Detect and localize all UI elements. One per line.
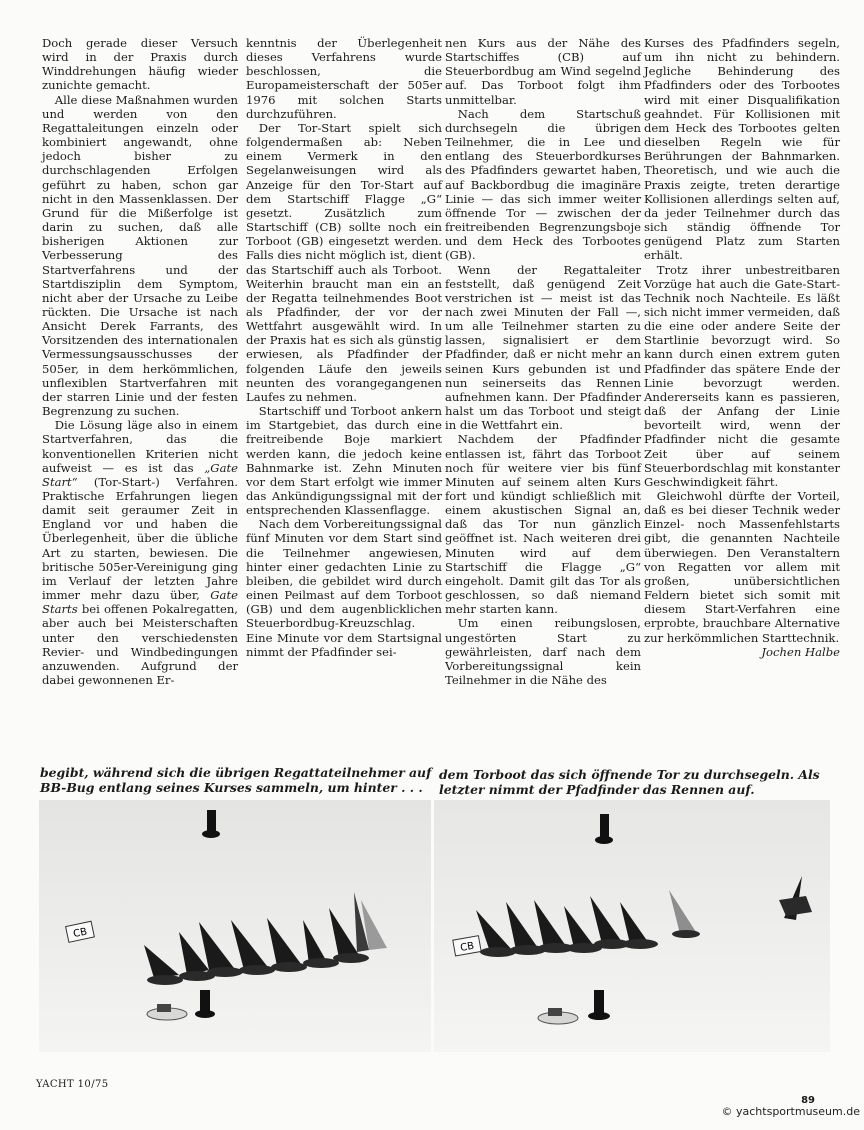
article-column-4 <box>644 36 840 659</box>
label-text: CB <box>459 940 476 954</box>
paragraph: Alle diese Maßnahmen wurden und werden von den Regattaleitungen einzeln oder kombiniert angewandt, ohne jedoch bisher zu durchschlagenden Erfolgen geführt zu haben, schon gar nicht in den Massenklassen. Der Grund für die Mißerfolge ist darin zu suchen, daß alle bisherigen Aktionen zur Verbesserung des Startverfahrens und der Startdisziplin dem Symptom, nicht aber der Ursache zu Leibe rückten. Die Ursache ist nach Ansicht Derek Farrants, des Vorsitzenden des internationalen Vermessungsausschusses der 505er, in dem herkömmlichen, unflexiblen Startverfahren mit der starren Linie und der festen Begrenzung zu suchen. <box>42 92 238 419</box>
emphasis: Gate Starts <box>42 588 238 617</box>
photo-regatta-model-right <box>434 800 830 1052</box>
paragraph: Kurses des Pfadfinders segeln, um ihn nicht zu behindern. Jegliche Behinderung des Pfadfinders oder des Torbootes wird mit einer Disqualifikation geahndet. Für Kollisionen mit dem Heck des Torbootes gelten dieselben Regeln wie für Berührungen der Bahnmarken. Theoretisch, und wie auch die Praxis zeigte, treten derartige Kollisionen allerdings selten auf, da jeder Teilnehmer durch das sich ständig öffnende Tor genügend Platz zum Starten erhält. <box>644 36 840 263</box>
magazine-issue: YACHT 10/75 <box>36 1079 109 1090</box>
paragraph: Nachdem der Pfadfinder entlassen ist, fährt das Torboot noch für weitere vier bis fünf Minuten auf seinem alten Kurs fort und kündigt schließlich mit einem akustischen Signal an, daß das Tor nun gänzlich geöffnet ist. Nach weiteren drei Minuten wird auf dem Startschiff die Flagge „G“ eingeholt. Damit gilt das Tor als geschlossen, so daß niemand mehr starten kann. <box>445 432 641 617</box>
paragraph: Um einen reibungslosen, ungestörten Start zu gewährleisten, darf nach dem Vorbereitungssignal kein Teilnehmer in die Nähe des <box>445 616 641 688</box>
watermark: © yachtsportmuseum.de <box>721 1105 860 1118</box>
regatta-model-illustration <box>434 800 830 1052</box>
paragraph: Der Tor-Start spielt sich folgendermaßen ab: Neben einem Vermerk in den Segelanweisungen wird als Anzeige für den Tor-Start auf dem Startschiff Flagge „G“ gesetzt. Zusätzlich zum Startschiff (CB) sollte noch ein Torboot (GB) eingesetzt werden. Falls dies nicht möglich ist, dient das Startschiff auch als Torboot. Weiterhin braucht man ein an der Regatta teilnehmendes Boot als Pfadfinder, der vor der Wettfahrt ausgewählt wird. In der Praxis hat es sich als günstig erwiesen, als Pfadfinder der folgenden Läufe den jeweils neunten des vorangegangenen Laufes zu nehmen. <box>246 120 442 404</box>
paragraph: Nach dem Startschuß durchsegeln die übrigen Teilnehmer, die in Lee und entlang des Steuerbordkurses des Pfadfinders gewartet haben, auf Backbordbug die imaginäre Linie — das sich immer weiter öffnende Tor — zwischen der freitreibenden Begrenzungsboje und dem Heck des Torbootes (GB). <box>445 106 641 263</box>
paragraph: Doch gerade dieser Versuch wird in der Praxis durch Winddrehungen häufig wieder zunichte gemacht. <box>42 36 238 93</box>
text-run: (Tor-Start-) Verfahren. Praktische Erfahrungen liegen damit seit geraumer Zeit in England vor und haben die Überlegenheit, über die übliche Art zu starten, bewiesen. Die britische 505er-Vereinigung ging im Verlauf der letzten Jahre immer mehr dazu über, <box>42 474 238 603</box>
label-text: CB <box>72 926 89 941</box>
author-signature: Jochen Halbe <box>761 644 840 659</box>
paragraph <box>42 418 238 687</box>
photo-regatta-model-left <box>39 800 431 1052</box>
paragraph: Trotz ihrer unbestreitbaren Vorzüge hat auch die Gate-Start-Technik noch Nachteile. Es läßt sich nicht immer vermeiden, daß die eine oder andere Seite der Startlinie bevorzugt wird. So kann durch einen extrem guten Pfadfinder das spätere Ende der Linie bevorzugt werden. Andererseits kann es passieren, daß der Anfang der Linie bevorteilt wird, wenn der Pfadfinder nicht die gesamte Zeit über auf seinem Steuerbordschlag mit konstanter Geschwindigkeit fährt. <box>644 262 840 489</box>
text-run: bei offenen Pokalregatten, aber auch bei Meisterschaften unter den verschiedensten Revier- und Windbedingungen anzuwenden. Aufgrund der dabei gewonnenen Er- <box>42 602 238 688</box>
page-number: 89 <box>801 1095 815 1106</box>
article-column-1 <box>42 36 238 687</box>
paragraph: Wenn der Regattaleiter feststellt, daß genügend Zeit verstrichen ist — meist ist das nach zwei Minuten der Fall —, um alle Teilnehmer starten zu lassen, signalisiert er dem Pfadfinder, daß er nicht mehr an seinen Kurs gebunden ist und nun seinerseits das Rennen aufnehmen kann. Der Pfadfinder halst um das Torboot und steigt in die Wettfahrt ein. <box>445 262 641 433</box>
article-column-2 <box>246 36 442 659</box>
text-run: Die Lösung läge also in einem Startverfahren, das die konventionellen Kriterien nicht aufweist — es ist das <box>42 418 238 475</box>
photo-caption-right: dem Torboot das sich öffnende Tor zu durchsegeln. Als letzter nimmt der Pfadfinder das Rennen auf. <box>439 767 820 797</box>
paragraph: Nach dem Vorbereitungssignal fünf Minuten vor dem Start sind die Teilnehmer angewiesen, hinter einer gedachten Linie zu bleiben, die gebildet wird durch einen Peilmast auf dem Torboot (GB) und dem augenblicklichen Steuerbordbug-Kreuzschlag. Eine Minute vor dem Startsignal nimmt der Pfadfinder sei- <box>246 517 442 659</box>
emphasis: „Gate Start“ <box>42 460 238 489</box>
article-column-3 <box>445 36 641 687</box>
paragraph: kenntnis der Überlegenheit dieses Verfahrens wurde beschlossen, die Europameisterschaft der 505er 1976 mit solchen Starts durchzuführen. <box>246 36 442 121</box>
paragraph: Startschiff und Torboot ankern im Startgebiet, das durch eine freitreibende Boje markiert werden kann, die jedoch keine Bahnmarke ist. Zehn Minuten vor dem Start erfolgt wie immer das Ankündigungssignal mit der entsprechenden Klassenflagge. <box>246 404 442 518</box>
paragraph: nen Kurs aus der Nähe des Startschiffes (CB) auf Steuerbordbug am Wind segelnd auf. Das Torboot folgt ihm unmittelbar. <box>445 36 641 107</box>
photo-caption-left: begibt, während sich die übrigen Regattateilnehmer auf BB-Bug entlang seines Kurses sammeln, um hinter . . . <box>40 765 432 795</box>
paragraph: Gleichwohl dürfte der Vorteil, daß es bei dieser Technik weder Einzel- noch Massenfehlstarts gibt, die genannten Nachteile überwiegen. Den Veranstaltern von Regatten vor allem mit großen, unübersichtlichen Feldern bietet sich somit mit diesem Start-Verfahren eine erprobte, brauchbare Alternative zur herkömmlichen Starttechnik. <box>644 489 840 645</box>
regatta-model-illustration <box>39 800 431 1052</box>
